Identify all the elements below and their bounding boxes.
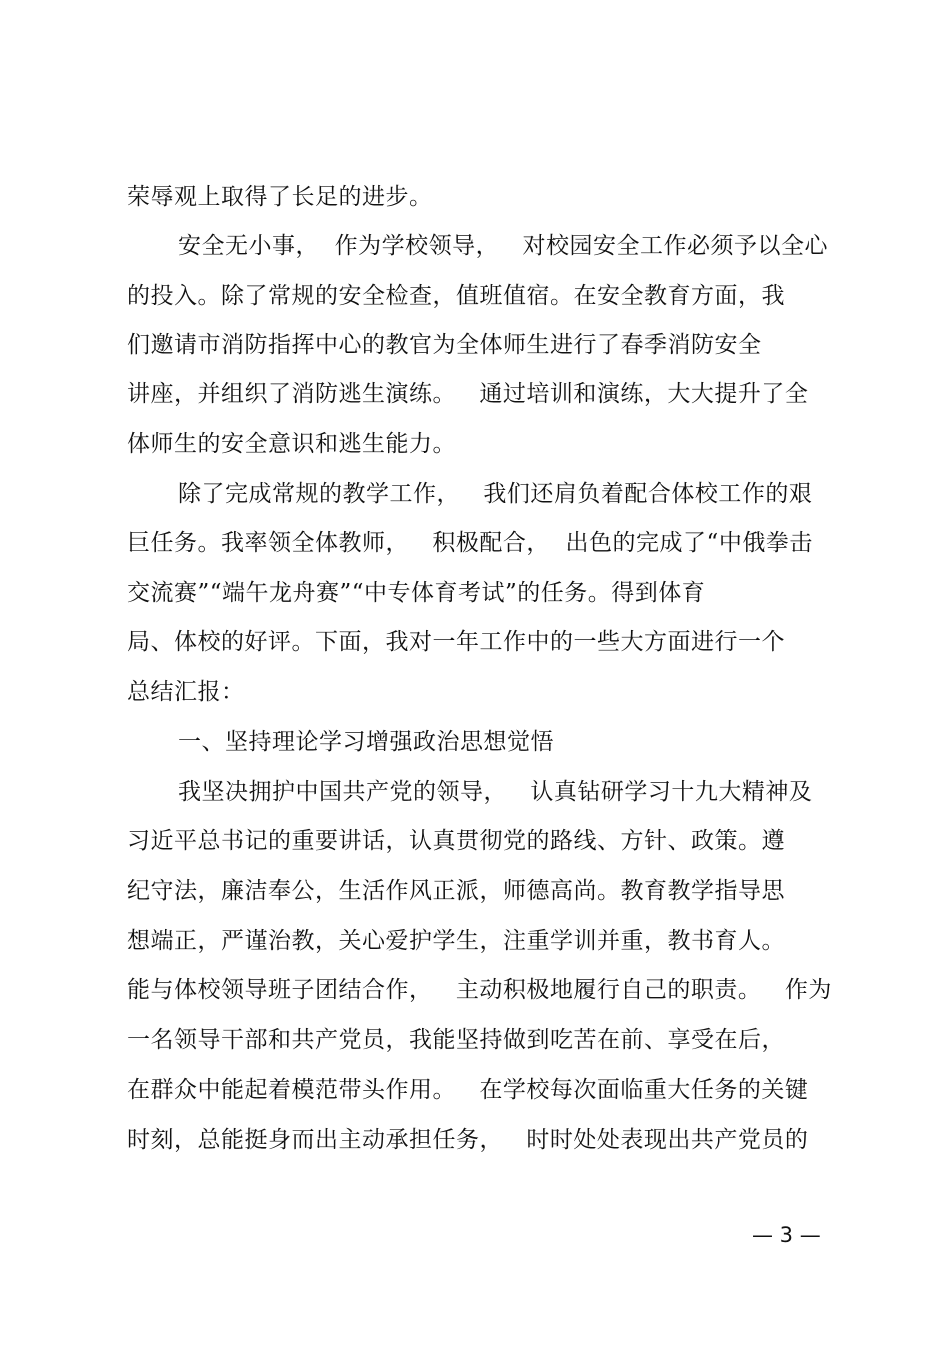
text-line: 讲座，并组织了消防逃生演练。 通过培训和演练，大大提升了全 (127, 381, 809, 407)
text-line: 荣辱观上取得了长足的进步。 (127, 184, 433, 210)
text-line: 们邀请市消防指挥中心的教官为全体师生进行了春季消防安全 (127, 332, 762, 358)
text-line: 纪守法，廉洁奉公，生活作风正派，师德高尚。教育教学指导思 (127, 878, 785, 904)
text-line: 局、体校的好评。下面，我对一年工作中的一些大方面进行一个 (127, 629, 785, 655)
text-line: 习近平总书记的重要讲话，认真贯彻党的路线、方针、政策。遵 (127, 828, 785, 854)
text-line: 时刻，总能挺身而出主动承担任务， 时时处处表现出共产党员的 (127, 1127, 809, 1153)
text-line: 我坚决拥护中国共产党的领导， 认真钻研学习十九大精神及 (178, 779, 813, 805)
text-line: 体师生的安全意识和逃生能力。 (127, 431, 456, 457)
text-line: 的投入。除了常规的安全检查，值班值宿。在安全教育方面，我 (127, 283, 785, 309)
text-line: 除了完成常规的教学工作， 我们还肩负着配合体校工作的艰 (178, 481, 813, 507)
text-line: 想端正，严谨治教，关心爱护学生，注重学训并重，教书育人。 (127, 928, 785, 954)
text-line: 在群众中能起着模范带头作用。 在学校每次面临重大任务的关键 (127, 1077, 809, 1103)
text-line: 安全无小事， 作为学校领导， 对校园安全工作必须予以全心 (178, 233, 829, 259)
text-line: 一名领导干部和共产党员，我能坚持做到吃苦在前、享受在后， (127, 1027, 785, 1053)
text-line: 能与体校领导班子团结合作， 主动积极地履行自己的职责。 作为 (127, 977, 832, 1003)
text-line: 交流赛”“端午龙舟赛”“中专体育考试”的任务。得到体育 (127, 580, 706, 606)
page-number: — 3 — (752, 1223, 821, 1247)
text-line: 总结汇报： (127, 679, 245, 705)
section-heading: 一、坚持理论学习增强政治思想觉悟 (178, 729, 554, 755)
text-line: 巨任务。我率领全体教师， 积极配合， 出色的完成了“中俄拳击 (127, 530, 813, 556)
